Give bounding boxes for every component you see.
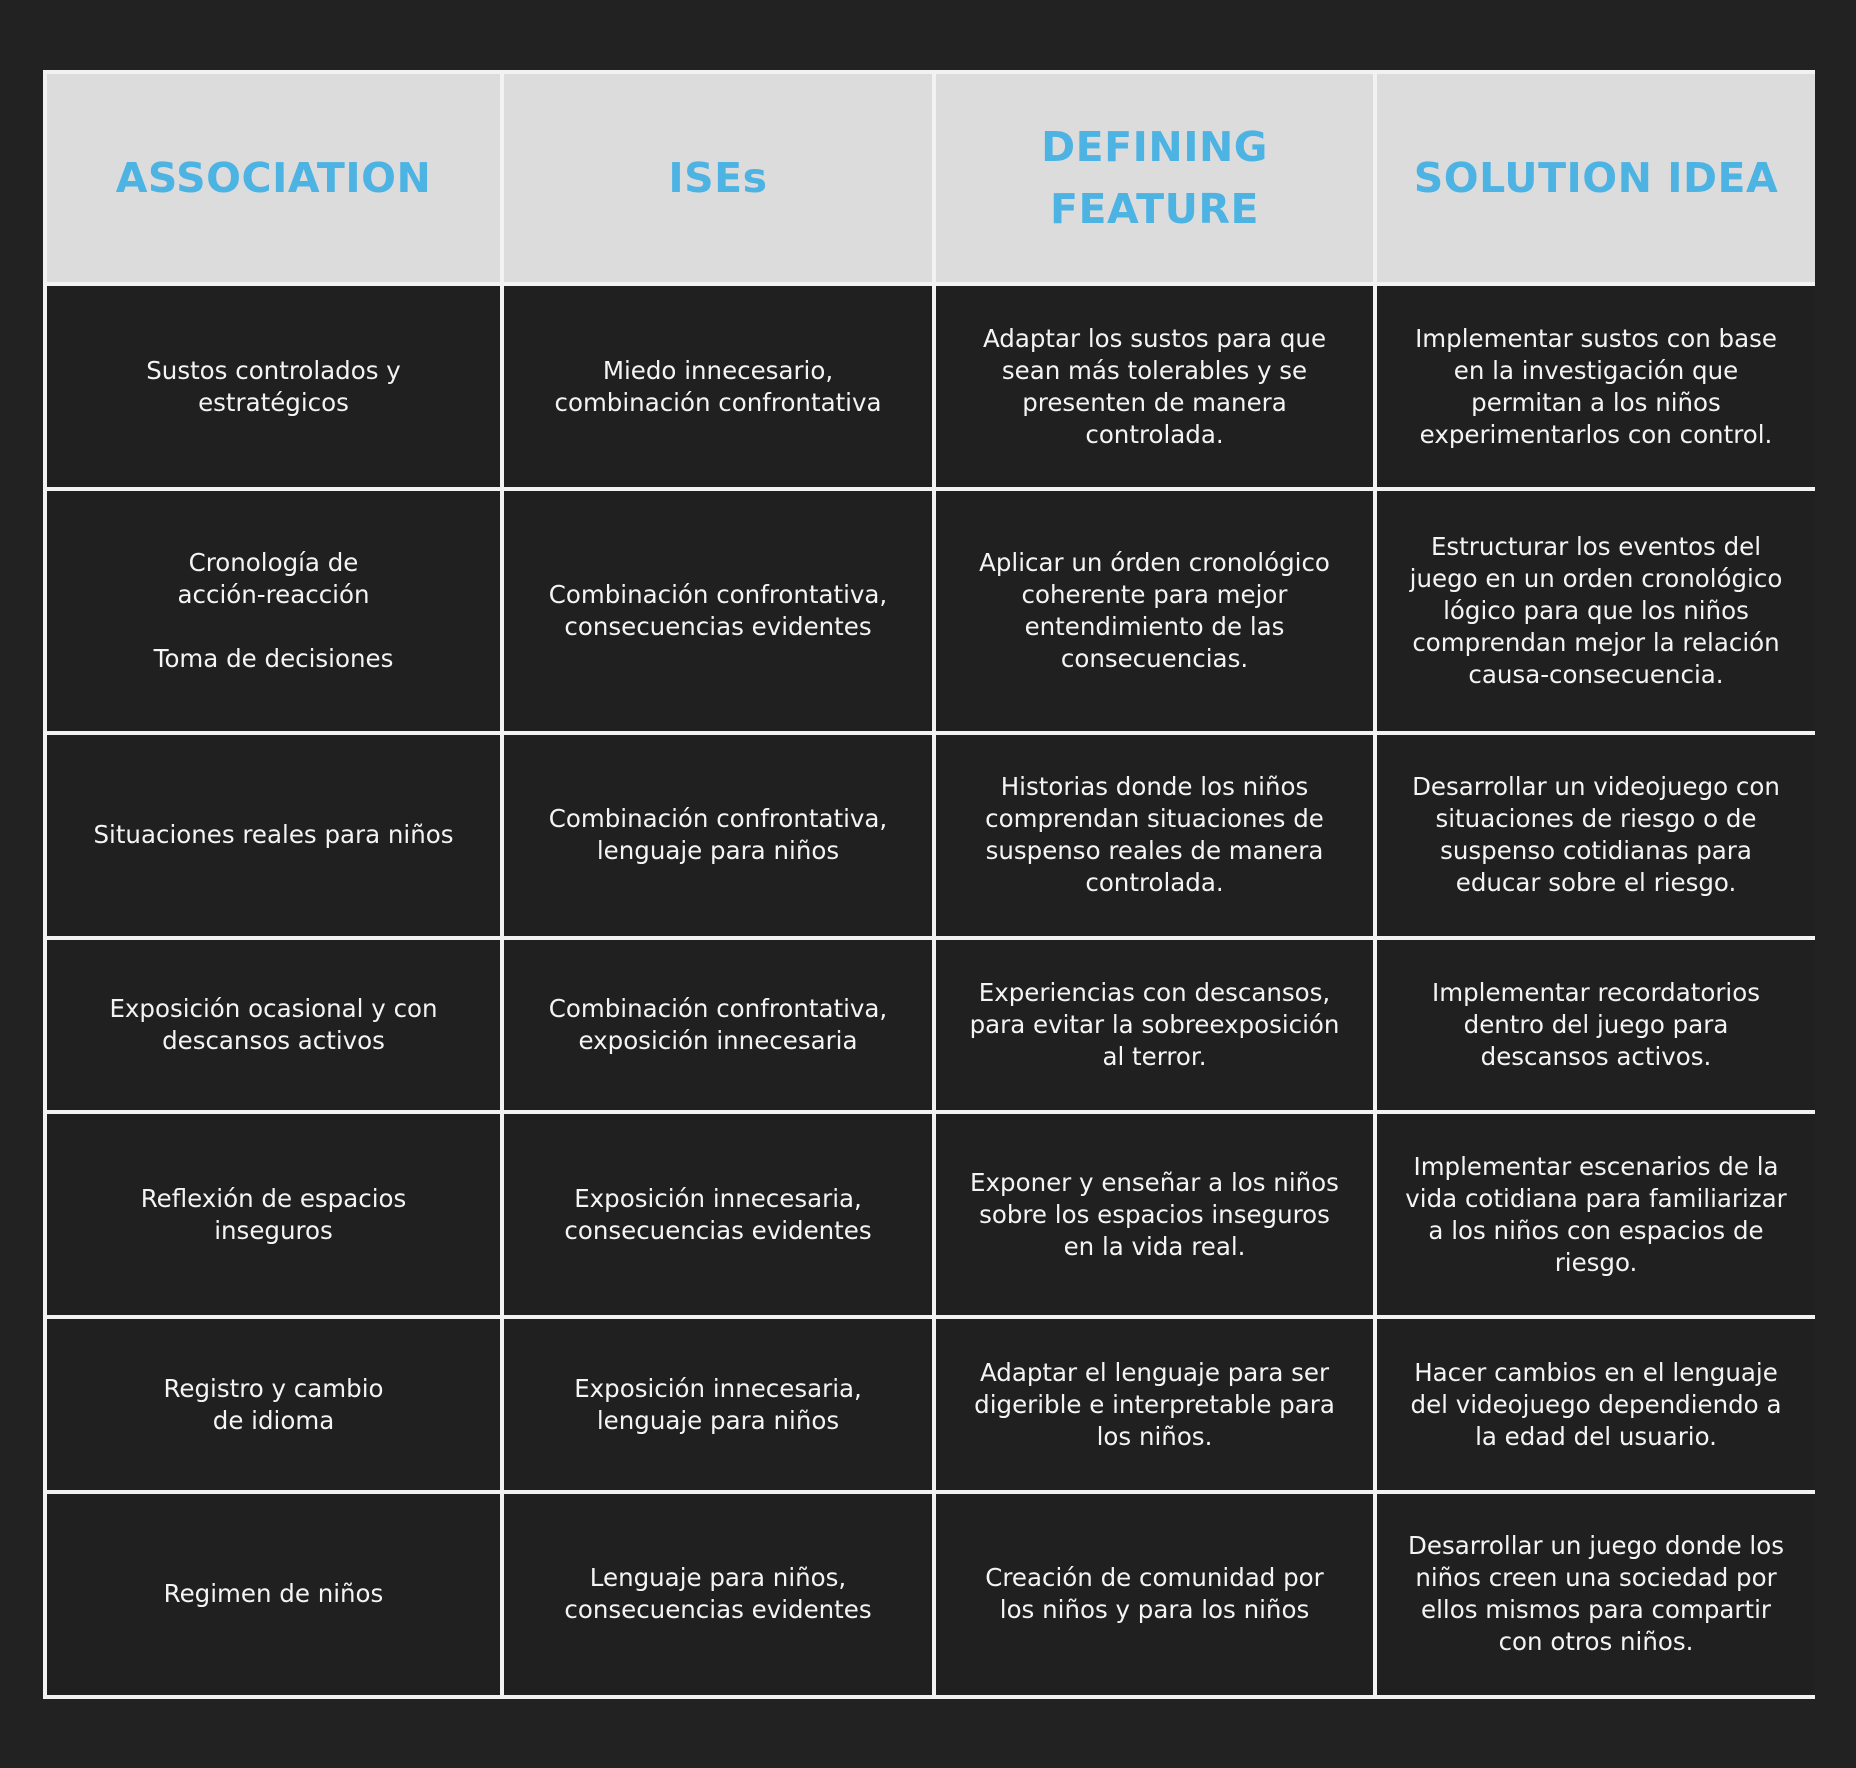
cell-solution-idea: Implementar recordatorios dentro del juego para descansos activos. — [1377, 940, 1815, 1111]
header-defining-feature: DEFINING FEATURE — [936, 74, 1373, 282]
cell-ises: Exposición innecesaria, consecuencias evidentes — [504, 1114, 932, 1315]
table-row — [47, 1319, 1815, 1490]
cell-defining-feature: Creación de comunidad por los niños y para los niños — [936, 1494, 1373, 1695]
header-ises: ISEs — [504, 74, 932, 282]
cell-solution-idea: Desarrollar un juego donde los niños creen una sociedad por ellos mismos para compartir con otros niños. — [1377, 1494, 1815, 1695]
cell-solution-idea: Implementar escenarios de la vida cotidiana para familiarizar a los niños con espacios de riesgo. — [1377, 1114, 1815, 1315]
cell-solution-idea: Estructurar los eventos del juego en un orden cronológico lógico para que los niños comprendan mejor la relación causa-consecuencia. — [1377, 491, 1815, 731]
cell-association: Reflexión de espacios inseguros — [47, 1114, 500, 1315]
header-solution-idea: SOLUTION IDEA — [1377, 74, 1815, 282]
table-row — [47, 1114, 1815, 1315]
cell-solution-idea: Desarrollar un videojuego con situaciones de riesgo o de suspenso cotidianas para educar sobre el riesgo. — [1377, 735, 1815, 936]
table-row — [47, 1494, 1815, 1695]
table-row — [47, 286, 1815, 487]
cell-association: Registro y cambio de idioma — [47, 1319, 500, 1490]
cell-defining-feature: Experiencias con descansos, para evitar la sobreexposición al terror. — [936, 940, 1373, 1111]
table-frame — [43, 70, 1815, 1699]
cell-defining-feature: Adaptar los sustos para que sean más tolerables y se presenten de manera controlada. — [936, 286, 1373, 487]
table-row — [47, 491, 1815, 731]
cell-defining-feature: Adaptar el lenguaje para ser digerible e interpretable para los niños. — [936, 1319, 1373, 1490]
cell-association: Sustos controlados y estratégicos — [47, 286, 500, 487]
table-row — [47, 735, 1815, 936]
table-row — [47, 940, 1815, 1111]
cell-ises: Combinación confrontativa, lenguaje para niños — [504, 735, 932, 936]
cell-association: Cronología de acción-reacción Toma de decisiones — [47, 491, 500, 731]
cell-defining-feature: Exponer y enseñar a los niños sobre los espacios inseguros en la vida real. — [936, 1114, 1373, 1315]
header-row — [47, 74, 1815, 282]
cell-defining-feature: Historias donde los niños comprendan situaciones de suspenso reales de manera controlada. — [936, 735, 1373, 936]
association-table — [43, 70, 1819, 1699]
cell-solution-idea: Implementar sustos con base en la investigación que permitan a los niños experimentarlos con control. — [1377, 286, 1815, 487]
cell-association: Situaciones reales para niños — [47, 735, 500, 936]
cell-solution-idea: Hacer cambios en el lenguaje del videojuego dependiendo a la edad del usuario. — [1377, 1319, 1815, 1490]
cell-ises: Miedo innecesario, combinación confrontativa — [504, 286, 932, 487]
cell-association: Regimen de niños — [47, 1494, 500, 1695]
header-association: ASSOCIATION — [47, 74, 500, 282]
cell-ises: Combinación confrontativa, consecuencias evidentes — [504, 491, 932, 731]
cell-defining-feature: Aplicar un órden cronológico coherente para mejor entendimiento de las consecuencias. — [936, 491, 1373, 731]
cell-ises: Exposición innecesaria, lenguaje para niños — [504, 1319, 932, 1490]
cell-ises: Lenguaje para niños, consecuencias evidentes — [504, 1494, 932, 1695]
cell-association: Exposición ocasional y con descansos activos — [47, 940, 500, 1111]
cell-ises: Combinación confrontativa, exposición innecesaria — [504, 940, 932, 1111]
